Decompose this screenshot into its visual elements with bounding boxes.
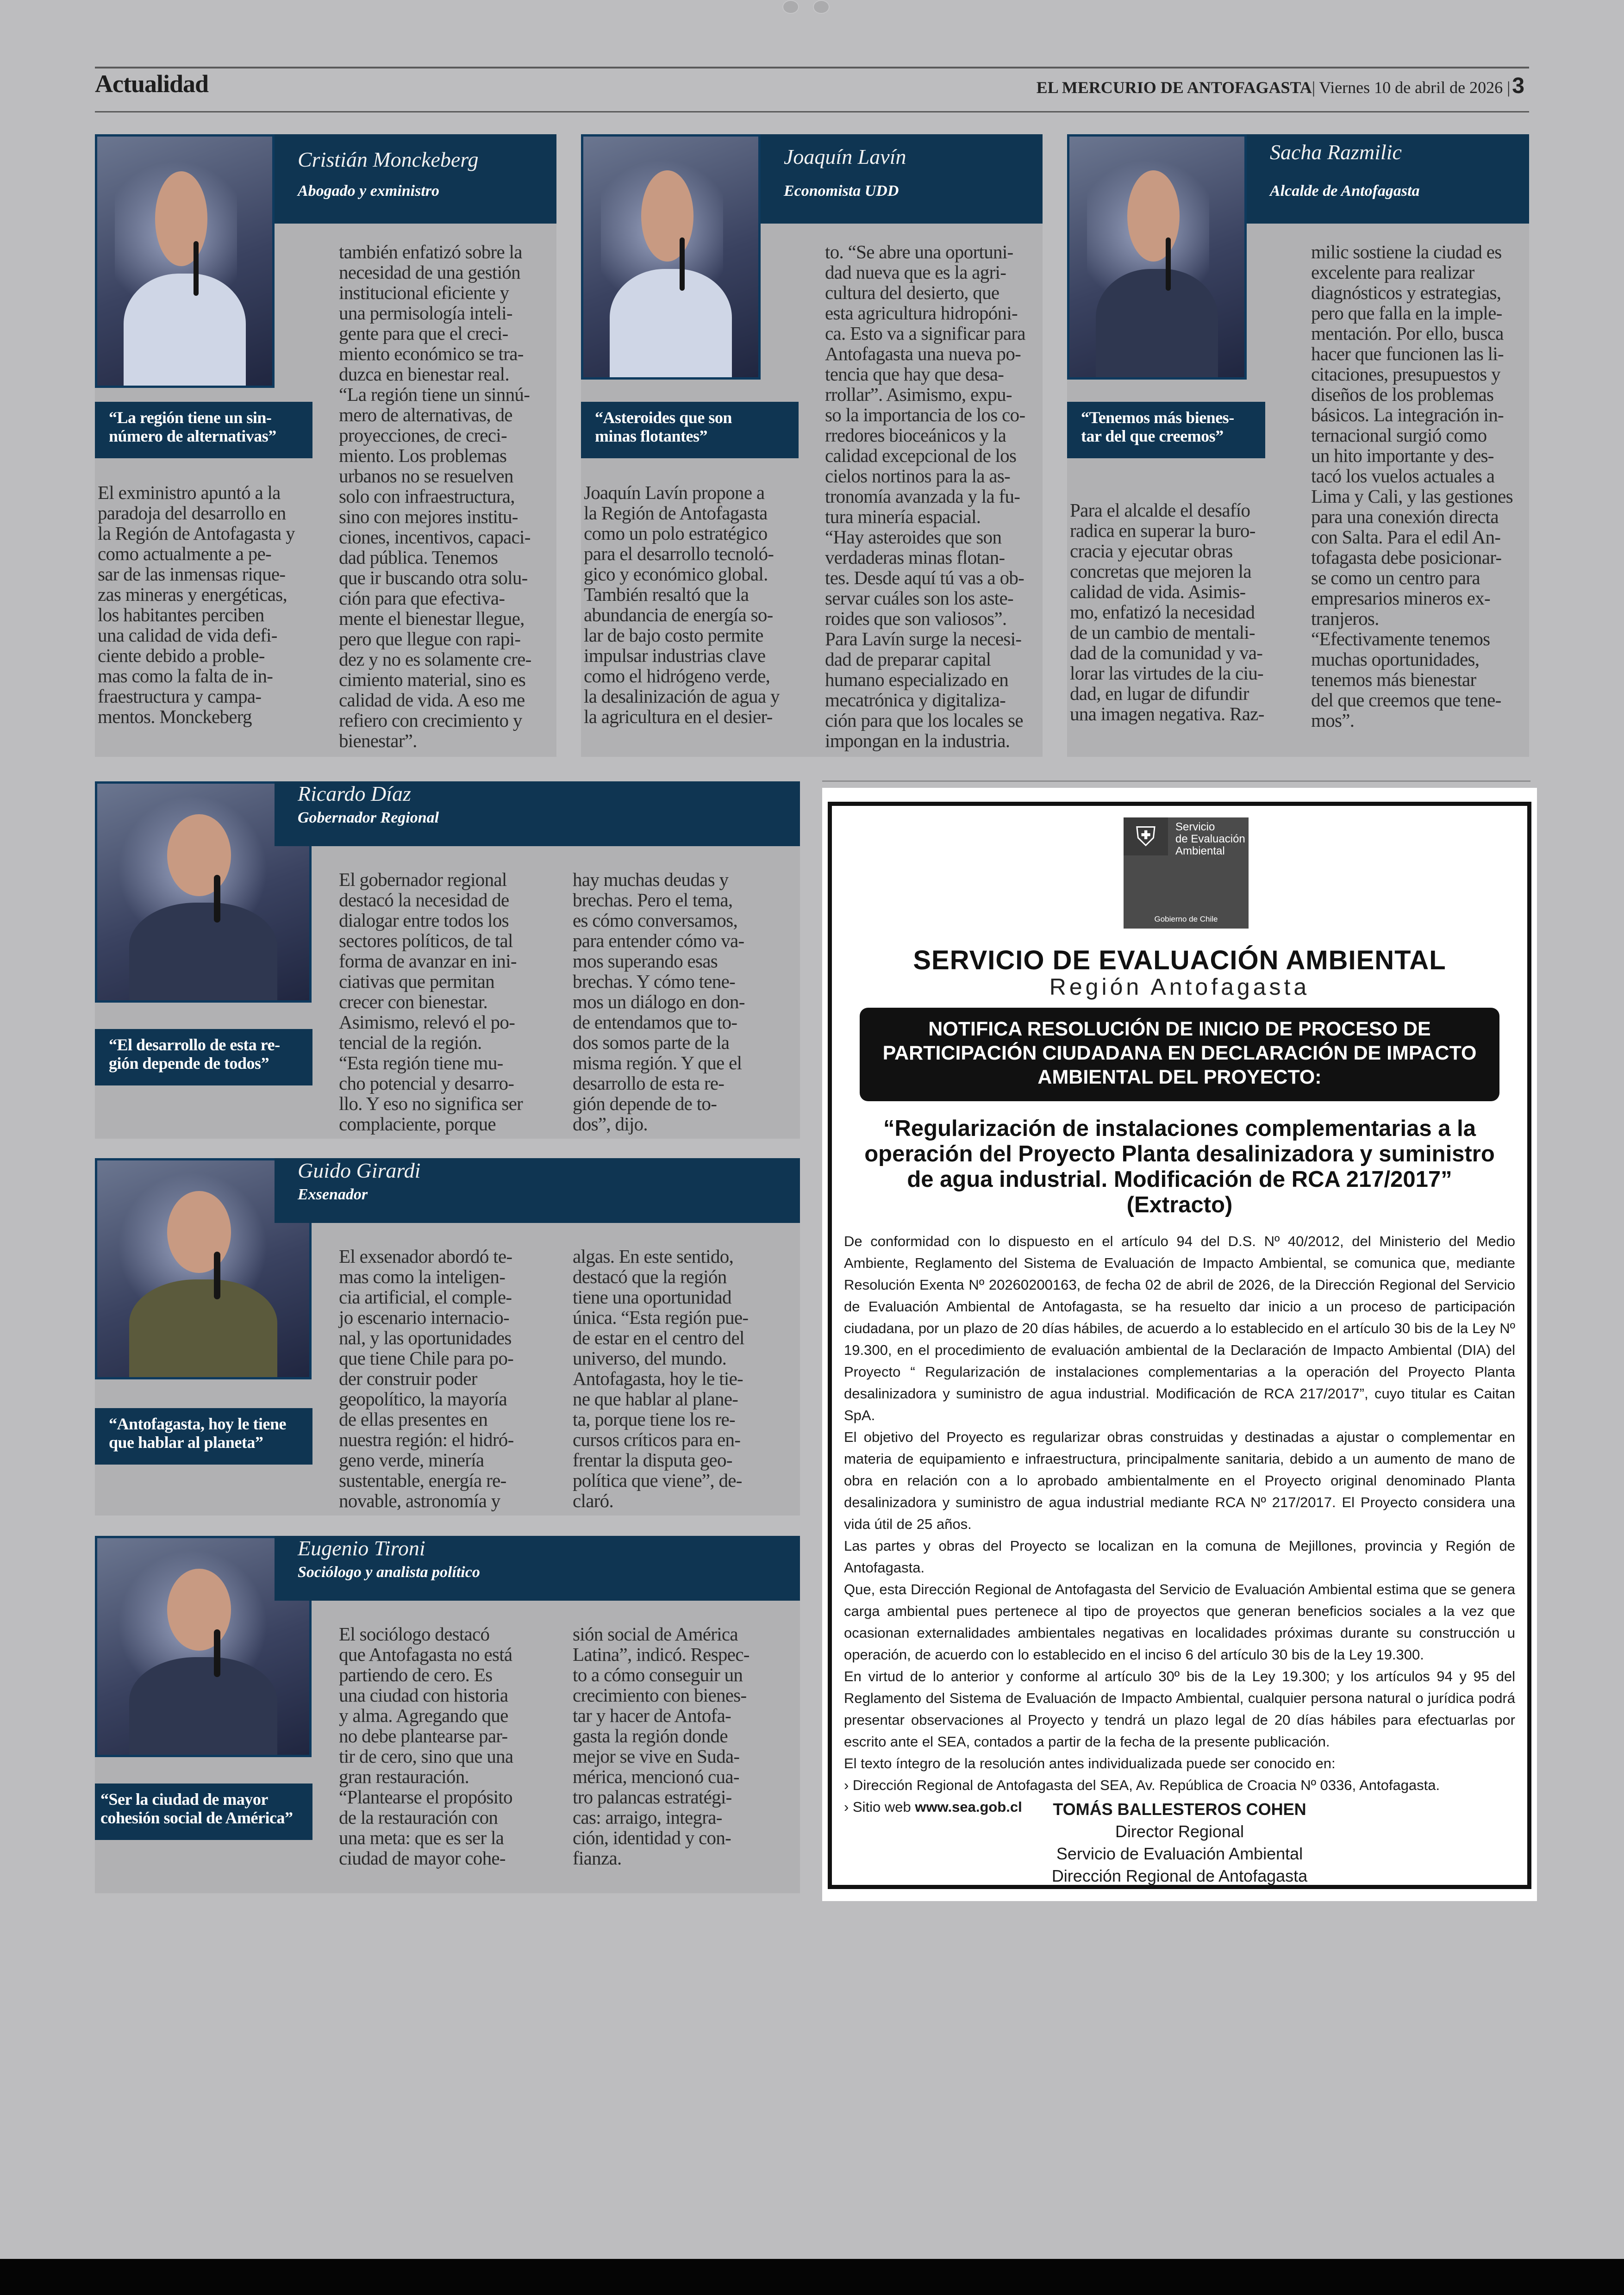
ad-region: Región Antofagasta (1049, 974, 1310, 1000)
profile-card-razmilic (1067, 134, 1529, 757)
person-name: Eugenio Tironi (298, 1536, 425, 1560)
public-notice-ad (822, 788, 1537, 1901)
pull-quote: “Asteroides que son minas flotantes” (581, 402, 799, 458)
person-name: Cristián Monckeberg (298, 148, 479, 171)
article-column-1: El exsenador abordó te- mas como la inteligen- cia artificial, el comple- jo escenario internacio- nal, y las oportunidades que tiene Chile para po- der construir poder geopolítico, la mayoría de ellas presentes en nuestra región: el hidró- geno verde, minería sustentable, energía re- novable, astronomía y (339, 1246, 514, 1511)
person-role: Alcalde de Antofagasta (1270, 182, 1420, 200)
ad-paragraph: De conformidad con lo dispuesto en el artículo 94 del D.S. Nº 40/2012, del Ministerio del Medio Ambiente, Reglamento del Sistema de Evaluación de Impacto Ambiental, se comunica que, mediante Resolución Exenta Nº 20260200163, de fecha 02 de abril de 2026, de la Dirección Regional del Servicio de Evaluación Ambiental de Antofagasta, se ha resuelto dar inicio a un proceso de participación ciudadana, por un plazo de 20 días hábiles, de acuerdo a lo establecido en el artículo 30 bis de la Ley Nº 19.300, en el procedimiento de evaluación ambiental de la Declaración de Impacto Ambiental (DIA) del Proyecto “ Regularización de instalaciones complementarias a la operación del Proyecto Planta desalinizadora y suministro de agua industrial. Modificación de RCA 217/2017”, cuyo titular es Caitan SpA. (844, 1233, 1515, 1423)
person-name: Sacha Razmilic (1270, 140, 1402, 164)
pull-quote: “Tenemos más bienes- tar del que creemos” (1067, 402, 1265, 458)
person-role: Exsenador (298, 1186, 368, 1203)
article-column-1: El gobernador regional destacó la necesidad de dialogar entre todos los sectores políticos, de tal forma de avanzar en ini- ciativas que permitan crecer con bienestar. Asimismo, relevó el po- tencial de la región. “Esta región tiene mu- cho potencial y desarro- llo. Y eso no significa ser complaciente, porque (339, 869, 523, 1135)
ad-frame (828, 802, 1531, 1889)
ad-organization: SERVICIO DE EVALUACIÓN AMBIENTAL (913, 945, 1446, 975)
person-role: Gobernador Regional (298, 809, 439, 826)
profile-photo (95, 134, 275, 388)
ad-paragraph: El objetivo del Proyecto es regularizar obras construidas y destinadas a ajustar o complementar en materia de equipamiento e infraestructura, principalmente sanitaria, debido a un aumento de mano de obra en relación con a lo aprobado ambientalmente en el Proyecto original denominado Planta desalinizadora y suministro de agua industrial mediante RCA Nº 217/2017. El Proyecto considera una vida útil de 25 años. (844, 1429, 1515, 1532)
name-box (761, 134, 1043, 224)
ad-paragraph: Que, esta Dirección Regional de Antofagasta del Servicio de Evaluación Ambiental estima que se genera carga ambiental pues pertenece al tipo de proyectos que generan beneficios sociales a la vez que ocasionan externalidades ambientales negativas en localidades próximas durante su construcción u operación, de acuerdo con lo establecido en el inciso 6 del artículo 30 bis de la Ley 19.300. (844, 1581, 1515, 1663)
name-box (275, 134, 556, 224)
article-column-1: Para el alcalde el desafío radica en superar la buro- cracia y ejecutar obras concretas que mejoren la calidad de vida. Asimis- mo, enfatizó la necesidad de un cambio de mentali- dad de la comunidad y va- lorar las virtudes de la ciu- dad, en lugar de difundir una imagen negativa. Raz- (1070, 499, 1264, 724)
ad-bullet-web: › Sitio web www.sea.gob.cl (844, 1799, 1022, 1815)
section-title: Actualidad (95, 70, 209, 98)
article-column-2: algas. En este sentido, destacó que la región tiene una oportunidad única. “Esta región pue- de estar en el centro del universo, del mundo. Antofagasta, hoy le tie- ne que hablar al plane- ta, porque tiene los re- cursos críticos para en- frentar la disputa geo- política que viene”, de- claró. (573, 1246, 749, 1511)
coat-of-arms-icon: ⛨ (1136, 821, 1156, 852)
name-box (275, 781, 800, 846)
person-role: Abogado y exministro (298, 182, 440, 200)
name-box (275, 1158, 800, 1223)
viewer-bottom-bar (0, 2259, 1624, 2295)
ad-body (844, 1230, 1515, 1818)
profile-card-diaz (95, 781, 800, 1139)
page-dots (782, 0, 842, 17)
ad-paragraph: En virtud de lo anterior y conforme al artículo 30º bis de la Ley 19.300; y los artículos 94 y 95 del Reglamento del Sistema de Evaluación de Impacto Ambiental, cualquier persona natural o jurídica podrá presentar observaciones al Proyecto y tendrá un plazo legal de 20 días hábiles para efectuarlas por escrito ante el SEA, contados a partir de la fecha de la presente publicación. (844, 1668, 1515, 1750)
person-role: Sociólogo y analista político (298, 1564, 480, 1581)
person-name: Ricardo Díaz (298, 782, 411, 805)
ad-paragraph: El texto íntegro de la resolución antes individualizada puede ser conocido en: (844, 1755, 1336, 1771)
ad-paragraph: Las partes y obras del Proyecto se localizan en la comuna de Mejillones, provincia y Región de Antofagasta. (844, 1538, 1515, 1576)
pull-quote: “El desarrollo de esta re- gión depende de todos” (95, 1029, 312, 1085)
pull-quote: “Ser la ciudad de mayor cohesión social de América” (95, 1784, 312, 1840)
profile-card-lavin (581, 134, 1043, 757)
article-column-2: to. “Se abre una oportuni- dad nueva que es la agri- cultura del desierto, que esta agricultura hidropóni- ca. Esto va a significar para Antofagasta una nueva po- tencia que hay que desa- rrollar”. Asimismo, expu- so la importancia de los co- rredores bioceánicos y la calidad excepcional de los cielos nortinos para la as- tronomía avanzada y la fu- tura minería espacial. “Hay asteroides que son verdaderas minas flotan- tes. Desde aquí tú vas a ob- servar cuáles son los aste- roides que son valiosos”. Para Lavín surge la necesi- dad de preparar capital humano especializado en mecatrónica y digitaliza- ción para que los locales se impongan en la industria. (825, 241, 1025, 751)
profile-card-tironi (95, 1536, 800, 1893)
header-rule-top (95, 67, 1529, 69)
article-column-2: también enfatizó sobre la necesidad de una gestión institucional eficiente y una permisología inteli- gente para que el creci- miento económico se tra- duzca en bienestar real. “La región tiene un sinnú- mero de alternativas, de proyecciones, de creci- miento. Los problemas urbanos no se resuelven solo con infraestructura, sino con mejores institu- ciones, incentivos, capaci- dad pública. Tenemos que ir buscando otra solu- ción para que efectiva- mente el bienestar llegue, pero que llegue con rapi- dez y no es solamente cre- cimiento material, sino es calidad de vida. A eso me refiero con crecimiento y bienestar”. (339, 241, 531, 751)
profile-card-girardi (95, 1158, 800, 1515)
profile-card-monckeberg (95, 134, 556, 757)
article-column-2: sión social de América Latina”, indicó. Respec- to a cómo conseguir un crecimiento con bienes- tar y hacer de Antofa- gasta la región donde mejor se vive en Suda- mérica, mencionó cua- tro palancas estratégi- cas: arraigo, integra- ción, identidad y con- fianza. (573, 1623, 750, 1869)
signer-org: Servicio de Evaluación Ambiental (1056, 1844, 1303, 1863)
header-rule-bottom (95, 111, 1529, 112)
name-box (1247, 134, 1529, 224)
sea-logo (1124, 817, 1249, 929)
article-column-2: milic sostiene la ciudad es excelente para realizar diagnósticos y estrategias, pero que falla en la imple- mentación. Por ello, busca hacer que funcionen las li- citaciones, presupuestos y diseños de los problemas básicos. La integración in- ternacional surgió como un hito importante y des- tacó los vuelos actuales a Lima y Cali, y las gestiones para una conexión directa con Salta. Para el edil An- tofagasta debe posicionar- se como un centro para empresarios mineros ex- tranjeros. “Efectivamente tenemos muchas oportunidades, tenemos más bienestar del que creemos que tene- mos”. (1311, 241, 1513, 731)
profile-photo (1067, 134, 1247, 380)
logo-text: Servicio de Evaluación Ambiental (1175, 821, 1245, 857)
page-number: 3 (1512, 74, 1524, 98)
pull-quote: “La región tiene un sin- número de alternativas” (95, 402, 312, 458)
ad-separator (822, 780, 1530, 782)
ad-project-title: “Regularización de instalaciones complementarias a la operación del Proyecto Planta desalinizadora y suministro de agua industrial. Modificación de RCA 217/2017” (Extracto) (864, 1116, 1495, 1217)
masthead (1037, 73, 1524, 99)
newspaper-name: EL MERCURIO DE ANTOFAGASTA (1036, 78, 1312, 97)
ad-headline: NOTIFICA RESOLUCIÓN DE INICIO DE PROCESO DE PARTICIPACIÓN CIUDADANA EN DECLARACIÓN DE IMPACTO AMBIENTAL DEL PROYECTO: (860, 1008, 1499, 1101)
person-name: Joaquín Lavín (784, 145, 906, 168)
article-column-1: El sociólogo destacó que Antofagasta no está partiendo de cero. Es una ciudad con historia y alma. Agregando que no debe plantearse par- tir de cero, sino que una gran restauración. “Plantearse el propósito de la restauración con una meta: que es ser la ciudad de mayor cohe- (339, 1623, 513, 1869)
profile-photo (581, 134, 761, 380)
website-link[interactable]: www.sea.gob.cl (915, 1799, 1022, 1815)
person-name: Guido Girardi (298, 1159, 421, 1182)
name-box (275, 1536, 800, 1601)
ad-bullet: › Dirección Regional de Antofagasta del SEA, Av. República de Croacia Nº 0336, Antofagasta. (844, 1777, 1440, 1793)
signer-title: Director Regional (1115, 1822, 1244, 1841)
person-role: Economista UDD (784, 182, 899, 200)
pull-quote: “Antofagasta, hoy le tiene que hablar al planeta” (95, 1408, 312, 1465)
signer-direction: Dirección Regional de Antofagasta (1051, 1866, 1308, 1885)
signer-name: TOMÁS BALLESTEROS COHEN (1053, 1800, 1306, 1819)
article-column-2: hay muchas deudas y brechas. Pero el tema, es cómo conversamos, para entender cómo va- mos superando esas brechas. Y cómo tene- mos un diálogo en don- de entendamos que to- dos somos parte de la misma región. Y que el desarrollo de esta re- gión depende de to- dos”, dijo. (573, 869, 745, 1135)
logo-subtext: Gobierno de Chile (1154, 915, 1218, 923)
issue-date: | Viernes 10 de abril de 2026 | (1312, 78, 1511, 97)
article-column-1: El exministro apuntó a la paradoja del desarrollo en la Región de Antofagasta y como actualmente a pe- sar de las inmensas rique- zas mineras y energéticas, los habitantes perciben una calidad de vida defi- ciente debido a proble- mas como la falta de in- fraestructura y campa- mentos. Monckeberg (98, 482, 295, 727)
article-column-1: Joaquín Lavín propone a la Región de Antofagasta como un polo estratégico para el desarrollo tecnoló- gico y económico global. También resaltó que la abundancia de energía so- lar de bajo costo permite impulsar industrias clave como el hidrógeno verde, la desalinización de agua y la agricultura en el desier- (584, 482, 780, 727)
ad-signature (832, 1798, 1527, 1887)
